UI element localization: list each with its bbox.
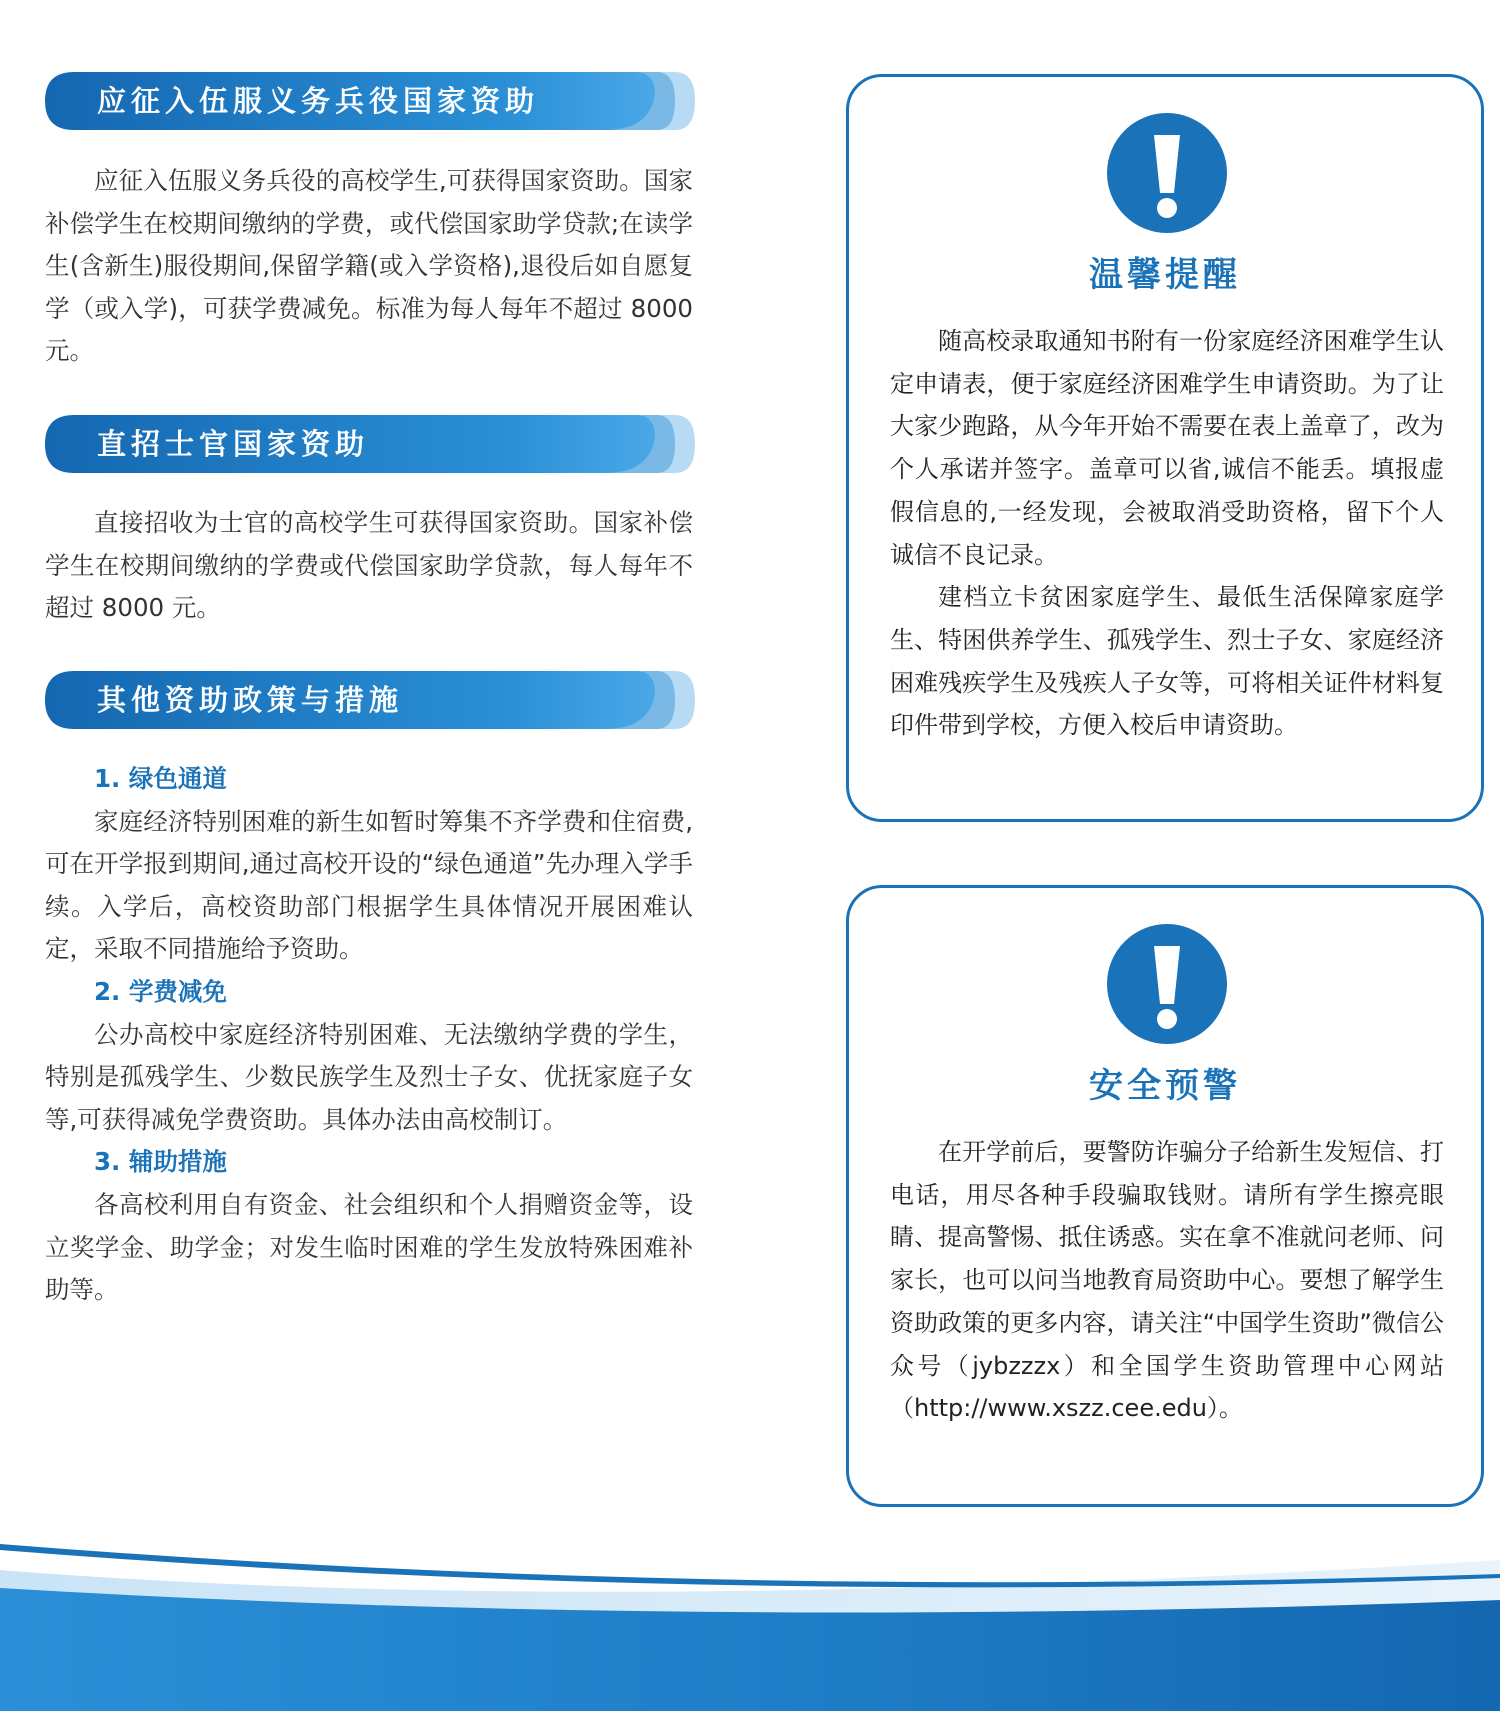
section-body-sergeant (45, 502, 693, 630)
paragraph: 建档立卡贫困家庭学生、最低生活保障家庭学生、特困供养学生、孤残学生、烈士子女、家庭经济困难残疾学生及残疾人子女等，可将相关证件材料复印件带到学校，方便入校后申请资助。 (890, 583, 1444, 740)
section-header-sergeant (45, 415, 695, 473)
section-title: 应征入伍服义务兵役国家资助 (97, 84, 540, 118)
security-warning-card (846, 885, 1484, 1507)
item-heading-tuition-waiver: 2. 学费减免 (94, 976, 227, 1006)
paragraph: 直接招收为士官的高校学生可获得国家资助。国家补偿学生在校期间缴纳的学费或代偿国家助学贷款，每人每年不超过 8000 元。 (45, 508, 693, 623)
section-title: 直招士官国家资助 (97, 427, 370, 461)
exclamation-icon (1107, 113, 1227, 233)
section-body-conscription (45, 160, 693, 373)
paragraph: 在开学前后，要警防诈骗分子给新生发短信、打电话，用尽各种手段骗取钱财。请所有学生擦亮眼睛、提高警惕、抵住诱惑。实在拿不准就问老师、问家长，也可以问当地教育局资助中心。要想了解学生资助政策的更多内容，请关注“中国学生资助”微信公众号（jybzzzx）和全国学生资助管理中心网站（http://www.xszz.cee.edu）。 (890, 1138, 1444, 1423)
paragraph: 随高校录取通知书附有一份家庭经济困难学生认定申请表，便于家庭经济困难学生申请资助。为了让大家少跑路，从今年开始不需要在表上盖章了，改为个人承诺并签字。盖章可以省,诚信不能丢。填报虚假信息的,一经发现，会被取消受助资格，留下个人诚信不良记录。 (890, 327, 1444, 569)
bottom-wave-decoration (0, 1540, 1500, 1711)
item-text-auxiliary-measures: 各高校利用自有资金、社会组织和个人捐赠资金等，设立奖学金、助学金；对发生临时困难的学生发放特殊困难补助等。 (45, 1189, 693, 1305)
card-body (890, 1131, 1444, 1430)
card-body (890, 320, 1444, 747)
section-title: 其他资助政策与措施 (97, 683, 404, 717)
section-header-conscription (45, 72, 695, 130)
exclamation-icon (1107, 924, 1227, 1044)
section-body-other-policies (45, 758, 693, 1312)
card-title: 安全预警 (1089, 1066, 1241, 1106)
reminder-card (846, 74, 1484, 822)
item-heading-auxiliary-measures: 3. 辅助措施 (94, 1147, 227, 1177)
item-text-green-channel: 家庭经济特别困难的新生如暂时筹集不齐学费和住宿费,可在开学报到期间,通过高校开设的“绿色通道”先办理入学手续。入学后，高校资助部门根据学生具体情况开展困难认定，采取不同措施给予资助。 (45, 806, 693, 964)
item-text-tuition-waiver: 公办高校中家庭经济特别困难、无法缴纳学费的学生，特别是孤残学生、少数民族学生及烈士子女、优抚家庭子女等,可获得减免学费资助。具体办法由高校制订。 (45, 1019, 693, 1134)
paragraph: 应征入伍服义务兵役的高校学生,可获得国家资助。国家补偿学生在校期间缴纳的学费，或代偿国家助学贷款;在读学生(含新生)服役期间,保留学籍(或入学资格),退役后如自愿复学（或入学)，可获学费减免。标准为每人每年不超过 8000 元。 (45, 166, 693, 366)
card-title: 温馨提醒 (1089, 255, 1241, 295)
section-header-other-policies (45, 671, 695, 729)
item-heading-green-channel: 1. 绿色通道 (94, 764, 227, 793)
